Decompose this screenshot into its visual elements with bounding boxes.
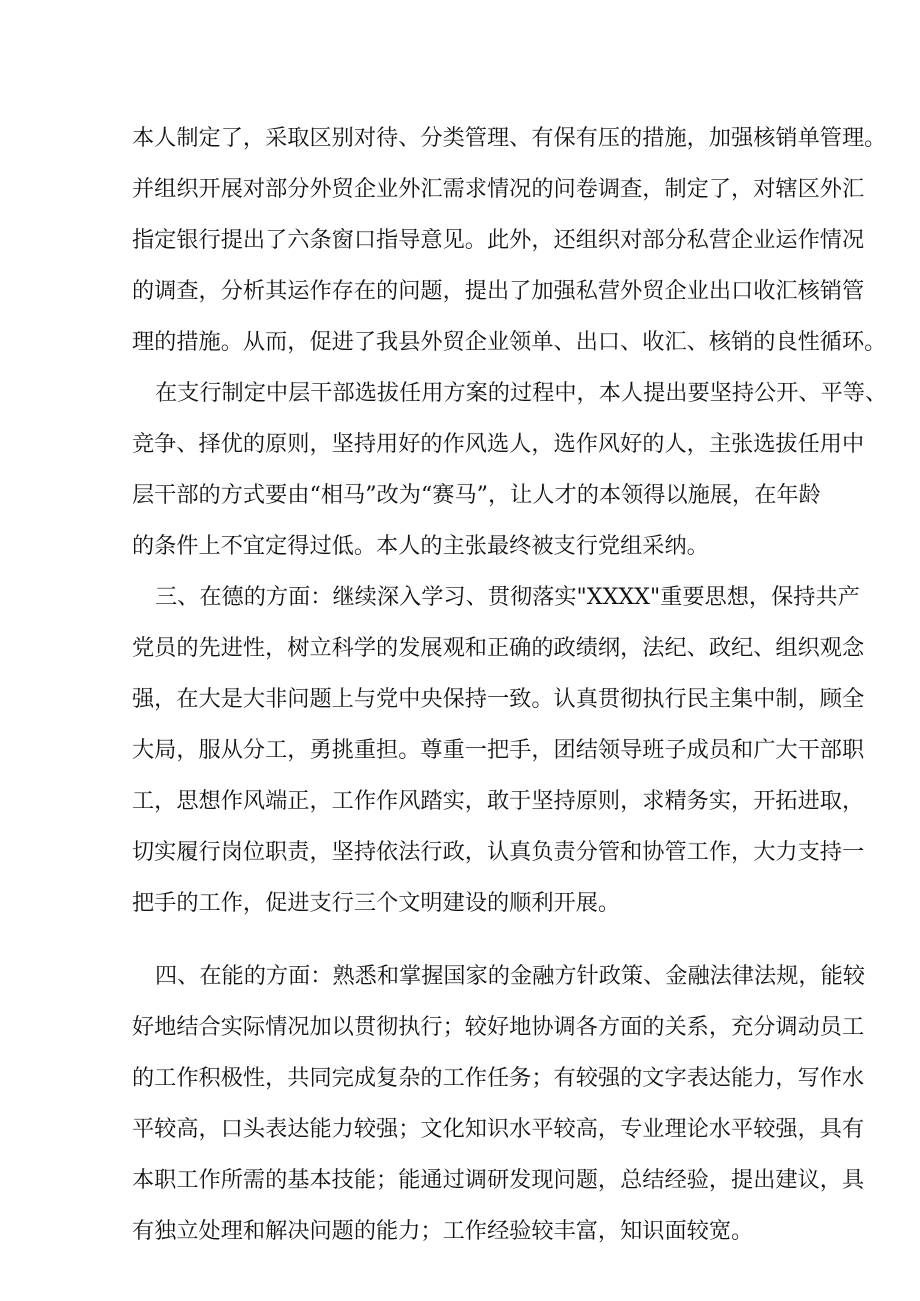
paragraph-4-line-4: 平较高，口头表达能力较强；文化知识水平较高，专业理论水平较强，具有 [132,1116,865,1142]
paragraph-3-line-3: 强，在大是大非问题上与党中央保持一致。认真贯彻执行民主集中制，顾全 [132,686,865,712]
paragraph-2-line-3: 层干部的方式要由“相马”改为“赛马”，让人才的本领得以施展，在年龄 [132,482,821,508]
paragraph-2-line-4: 的条件上不宜定得过低。本人的主张最终被支行党组采纳。 [132,533,709,559]
paragraph-3-line-5: 工，思想作风端正，工作作风踏实，敢于坚持原则，求精务实，开拓进取， [132,788,865,814]
paragraph-3-line-1: 三、在德的方面：继续深入学习、贯彻落实"XXXX"重要思想，保持共产 [155,584,860,610]
paragraph-4-line-6: 有独立处理和解决问题的能力；工作经验较丰富，知识面较宽。 [132,1218,754,1244]
paragraph-1-line-1: 本人制定了，采取区别对待、分类管理、有保有压的措施，加强核销单管理。 [132,125,887,151]
paragraph-4-line-1: 四、在能的方面：熟悉和掌握国家的金融方针政策、金融法律法规，能较 [155,963,865,989]
paragraph-1-line-5: 理的措施。从而，促进了我县外贸企业领单、出口、收汇、核销的良性循环。 [132,329,887,355]
paragraph-1-line-4: 的调查，分析其运作存在的问题，提出了加强私营外贸企业出口收汇核销管 [132,278,865,304]
paragraph-4-line-2: 好地结合实际情况加以贯彻执行；较好地协调各方面的关系，充分调动员工 [132,1014,865,1040]
paragraph-3-line-2: 党员的先进性，树立科学的发展观和正确的政绩纲，法纪、政纪、组织观念 [132,635,865,661]
paragraph-3-line-7: 把手的工作，促进支行三个文明建设的顺利开展。 [132,890,621,916]
paragraph-1-line-2: 并组织开展对部分外贸企业外汇需求情况的问卷调查，制定了，对辖区外汇 [132,176,865,202]
paragraph-4-line-3: 的工作积极性，共同完成复杂的工作任务；有较强的文字表达能力，写作水 [132,1065,865,1091]
paragraph-3-line-6: 切实履行岗位职责，坚持依法行政，认真负责分管和协管工作，大力支持一 [132,839,865,865]
paragraph-4-line-5: 本职工作所需的基本技能；能通过调研发现问题，总结经验，提出建议，具 [132,1167,865,1193]
paragraph-2-line-1: 在支行制定中层干部选拔任用方案的过程中，本人提出要坚持公开、平等、 [155,380,888,406]
paragraph-2-line-2: 竞争、择优的原则，坚持用好的作风选人，选作风好的人，主张选拔任用中 [132,431,865,457]
paragraph-3-line-4: 大局，服从分工，勇挑重担。尊重一把手，团结领导班子成员和广大干部职 [132,737,865,763]
paragraph-1-line-3: 指定银行提出了六条窗口指导意见。此外，还组织对部分私营企业运作情况 [132,227,865,253]
